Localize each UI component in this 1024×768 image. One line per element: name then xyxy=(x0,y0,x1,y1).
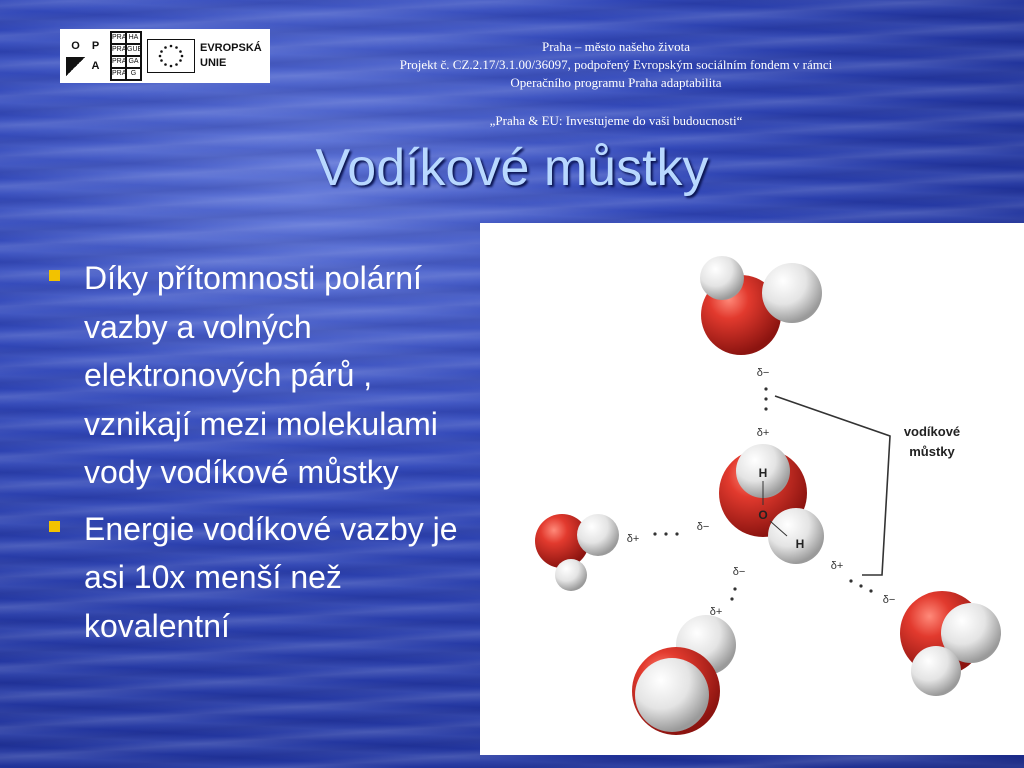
hydrogen-atom xyxy=(911,646,961,696)
praha-cell: G xyxy=(126,68,141,80)
hydrogen-atom xyxy=(700,256,744,300)
hydrogen-bond-label-line1: vodíkové xyxy=(903,424,961,439)
logo-letter: O xyxy=(71,40,80,52)
delta-minus-label: δ− xyxy=(732,566,746,578)
praha-cell: PRA xyxy=(111,32,126,44)
water-molecule-top xyxy=(700,256,822,355)
delta-plus-label: δ+ xyxy=(709,606,723,618)
atom-label-h: H xyxy=(758,466,768,480)
eu-label xyxy=(200,41,262,71)
water-molecule-right xyxy=(900,591,1001,696)
logo-letter: A xyxy=(91,60,100,72)
water-molecule-left xyxy=(535,514,619,591)
praha-cell: GA xyxy=(126,56,141,68)
bullet-text: Energie vodíkové vazby je asi 10x menší než kovalentní xyxy=(84,510,458,644)
delta-plus-label: δ+ xyxy=(756,427,770,439)
header-quote: „Praha & EU: Investujeme do vaši budoucnosti“ xyxy=(489,113,743,128)
eu-label-line1: EVROPSKÁ xyxy=(200,42,262,54)
delta-minus-label: δ− xyxy=(882,594,896,606)
delta-plus-label: δ+ xyxy=(830,560,844,572)
hydrogen-atom xyxy=(635,658,709,732)
atom-label-h: H xyxy=(795,537,805,551)
praha-cell: PRA xyxy=(111,44,126,56)
praha-cell: PRA xyxy=(111,56,126,68)
slide-title: Vodíkové můstky xyxy=(315,139,709,197)
opp-a-eu-logo xyxy=(60,29,270,83)
delta-plus-label: δ+ xyxy=(626,533,640,545)
water-molecule-center xyxy=(719,444,824,564)
bullet-item xyxy=(44,254,484,497)
delta-minus-label: δ− xyxy=(756,367,770,379)
eu-label-line2: UNIE xyxy=(200,57,227,69)
square-bullet-icon xyxy=(49,270,60,281)
square-bullet-icon xyxy=(49,521,60,532)
funding-header xyxy=(336,38,896,130)
logo-letter: P xyxy=(91,40,100,52)
header-line: Projekt č. CZ.2.17/3.1.00/36097, podpořený Evropským sociálním fondem v rámci xyxy=(399,57,833,72)
hydrogen-atom xyxy=(762,263,822,323)
eu-stars-icon xyxy=(147,39,195,73)
hydrogen-bond-figure xyxy=(480,223,1024,755)
praha-logo xyxy=(110,31,142,81)
delta-minus-label: δ− xyxy=(696,521,710,533)
hydrogen-atom xyxy=(555,559,587,591)
bullet-item xyxy=(44,505,484,651)
header-line: Praha – město našeho života xyxy=(541,39,690,54)
hydrogen-bond-label-line2: můstky xyxy=(909,444,955,459)
praha-cell: HA xyxy=(126,32,141,44)
logo-triangle-icon xyxy=(66,57,85,76)
opp-a-logo xyxy=(66,37,105,76)
water-molecule-bottom xyxy=(632,615,736,735)
water-molecules-diagram xyxy=(480,223,1024,755)
atom-label-o: O xyxy=(758,508,768,522)
hydrogen-atom xyxy=(577,514,619,556)
header-line: Operačního programu Praha adaptabilita xyxy=(510,75,722,90)
praha-cell: PRA xyxy=(111,68,126,80)
bullet-text: Díky přítomnosti polární vazby a volných elektronových párů , vznikají mezi molekulami vody vodíkové můstky xyxy=(84,260,438,490)
praha-cell: GUE xyxy=(126,44,141,56)
bullet-list xyxy=(44,254,484,658)
hydrogen-atom xyxy=(768,508,824,564)
